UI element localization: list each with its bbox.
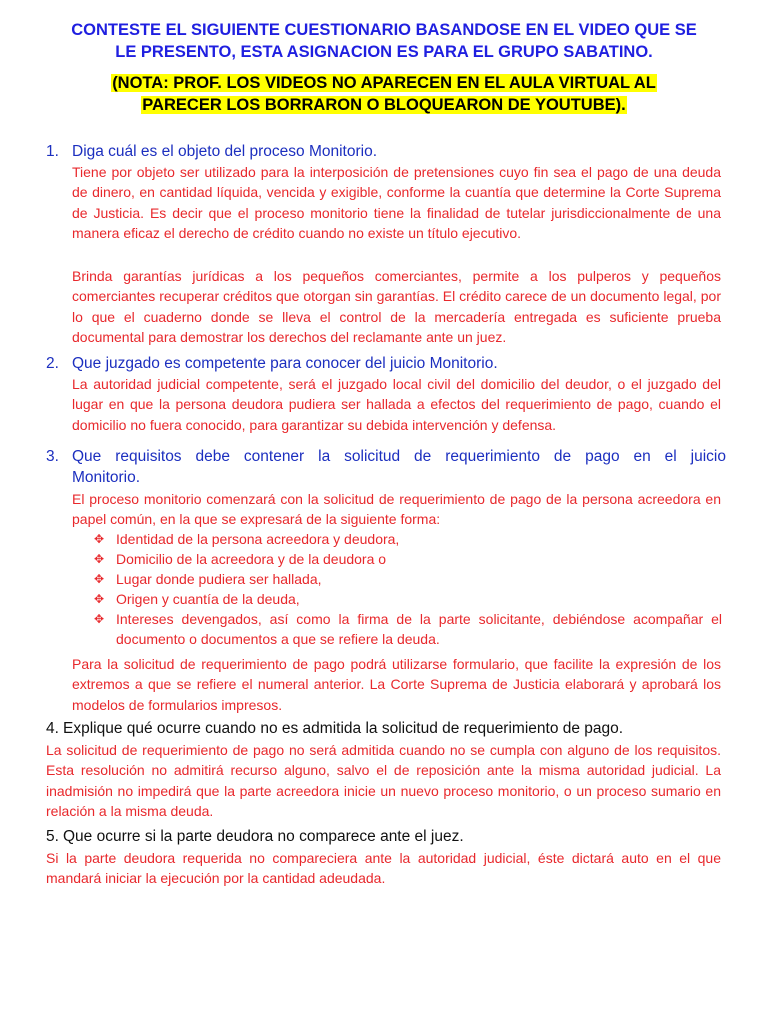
question-4-number: 4. [46,720,59,737]
diamond-cross-icon: ✥ [94,572,105,586]
document-page: CONTESTE EL SIGUIENTE CUESTIONARIO BASANDOSE EN EL VIDEO QUE SE LE PRESENTO, ESTA ASIGNACION ES PARA EL GRUPO SABATINO. (NOTA: PROF. LOS VIDEOS NO APARECEN EN EL AULA VIRTUAL AL PARECER LOS BORRARON O BLOQUEARON DE YOUTUBE). 1. Diga cuál es el objeto del proceso Monitorio. Tiene por objeto ser utilizado para la interposición de pretensiones cuyo fin sea el pago de una deuda de dinero, en cantidad líquida, vencida y exigible, conforme la cuantía que determine la Corte Suprema de Justicia. Es decir que el proceso monitorio tiene la finalidad de tutelar jurisdiccionalmente de una manera eficaz el derecho de crédito cuando no existe un título ejecutivo. Brinda garantías jurídicas a los pequeños comerciantes, permite a los pulperos y pequeños comerciantes recuperar créditos que otorgan sin garantías. El crédito carece de un documento legal, por lo que el cuaderno donde se lleva el control de la mercadería entregada es suficiente prueba documental para demostrar los derechos del reclamante ante un juez. 2. Que juzgado es competente para conocer del juicio Monitorio. La autoridad judicial competente, será el juzgado local civil del domicilio del deudor, o el juzgado del lugar en que la persona deudora pudiera ser hallada a efectos del requerimiento de pago, cuando el domicilio no fuera conocido, para garantizar su debida intervención y defensa. 3. Que requisitos debe contener la solicitud de requerimiento de pago en el juicio Monitorio. El proceso monitorio comenzará con la solicitud de requerimiento de pago de la persona acreedora en papel común, en la que se expresará de la siguiente forma: ✥ Identidad de la persona acreedora y deudora, ✥ Domicilio de la acreedora y de la deudora o ✥ Lugar donde pudiera ser hallada, ✥ Origen y cuantía de la deuda, ✥ Intereses devengados, así como la firma de la parte solicitante, debiéndose acompañar el documento o documentos a que se refiere la deuda. Para la solicitud de requerimiento de pago podrá utilizarse formulario, que facilite la expresión de los extremos a que se refiere el numeral anterior. La Corte Suprema de Justicia elaborará y aprobará los modelos de formularios impresos. 4. Explique qué ocurre cuando no es admitida la solicitud de requerimiento de pago. La solicitud de requerimiento de pago no será admitida cuando no se cumpla con alguno de los requisitos. Esta resolución no admitirá recurso alguno, salvo el de reposición ante la misma autoridad judicial. La inadmisión no impedirá que la parte acreedora inicie un nuevo proceso monitorio, o un proceso sumario en relación a la misma deuda. 5. Que ocurre si la parte deudora no comparece ante el juez. Si la parte deudora requerida no compareciera ante la autoridad judicial, éste dictará auto en el que mandará iniciar la ejecución por la cantidad adeudada. [0,0,768,1024]
diamond-cross-icon: ✥ [94,612,105,626]
note-line-1: (NOTA: PROF. LOS VIDEOS NO APARECEN EN EL AULA VIRTUAL AL [112,74,656,92]
answer-2-paragraph-1: La autoridad judicial competente, será el juzgado local civil del domicilio del deudor, o el juzgado del lugar en que la persona deudora pudiera ser hallada a efectos del requerimiento de pago, cuando el domicilio no fuera conocido, para garantizar su debida intervención y defensa. [72,376,721,433]
answer-4-paragraph-1: La solicitud de requerimiento de pago no será admitida cuando no se cumpla con alguno de los requisitos. Esta resolución no admitirá recurso alguno, salvo el de reposición ante la misma autoridad judicial. La inadmisión no impedirá que la parte acreedora inicie un nuevo proceso monitorio, o un proceso sumario en relación a la misma deuda. [46,742,721,819]
answer-1-paragraph-2: Brinda garantías jurídicas a los pequeños comerciantes, permite a los pulperos y pequeños comerciantes recuperar créditos que otorgan sin garantías. El crédito carece de un documento legal, por lo que el cuaderno donde se lleva el control de la mercadería entregada es suficiente prueba documental para demostrar los derechos del reclamante ante un juez. [72,268,721,345]
answer-3-paragraph-2: Para la solicitud de requerimiento de pago podrá utilizarse formulario, que facilite la expresión de los extremos a que se refiere el numeral anterior. La Corte Suprema de Justicia elaborará y aprobará los modelos de formularios impresos. [72,656,721,713]
question-2-number: 2. [46,355,59,372]
diamond-cross-icon: ✥ [94,552,105,566]
question-1-number: 1. [46,143,59,160]
question-3-text-line-1: Que requisitos debe contener la solicitud de requerimiento de pago en el juicio [72,448,726,465]
header-instructions [30,19,738,63]
question-3-title [46,446,726,488]
question-5-text: Que ocurre si la parte deudora no comparece ante el juez. [63,828,464,845]
question-5-number: 5. [46,828,59,845]
question-4-text: Explique qué ocurre cuando no es admitida la solicitud de requerimiento de pago. [63,720,624,737]
header-note [30,72,738,116]
answer-3-intro: El proceso monitorio comenzará con la solicitud de requerimiento de pago de la persona acreedora en papel común, en la que se expresará de la siguiente forma: [72,491,721,528]
question-3-text-line-2: Monitorio. [72,469,141,486]
diamond-cross-icon: ✥ [94,592,105,606]
question-1-text: Diga cuál es el objeto del proceso Monitorio. [72,143,378,160]
note-line-2: PARECER LOS BORRARON O BLOQUEARON DE YOUTUBE). [142,96,626,114]
answer-1-paragraph-1: Tiene por objeto ser utilizado para la interposición de pretensiones cuyo fin sea el pago de una deuda de dinero, en cantidad líquida, vencida y exigible, conforme la cuantía que determine la Corte Suprema de Justicia. Es decir que el proceso monitorio tiene la finalidad de tutelar jurisdiccionalmente de una manera eficaz el derecho de crédito cuando no existe un título ejecutivo. [72,164,721,241]
question-2-text: Que juzgado es competente para conocer del juicio Monitorio. [72,355,498,372]
header-line-2: LE PRESENTO, ESTA ASIGNACION ES PARA EL GRUPO SABATINO. [115,43,653,61]
answer-5-paragraph-1: Si la parte deudora requerida no compareciera ante la autoridad judicial, éste dictará auto en el que mandará iniciar la ejecución por la cantidad adeudada. [46,850,721,887]
question-3-number: 3. [46,448,59,465]
diamond-cross-icon: ✥ [94,532,105,546]
header-line-1: CONTESTE EL SIGUIENTE CUESTIONARIO BASANDOSE EN EL VIDEO QUE SE [71,21,697,39]
